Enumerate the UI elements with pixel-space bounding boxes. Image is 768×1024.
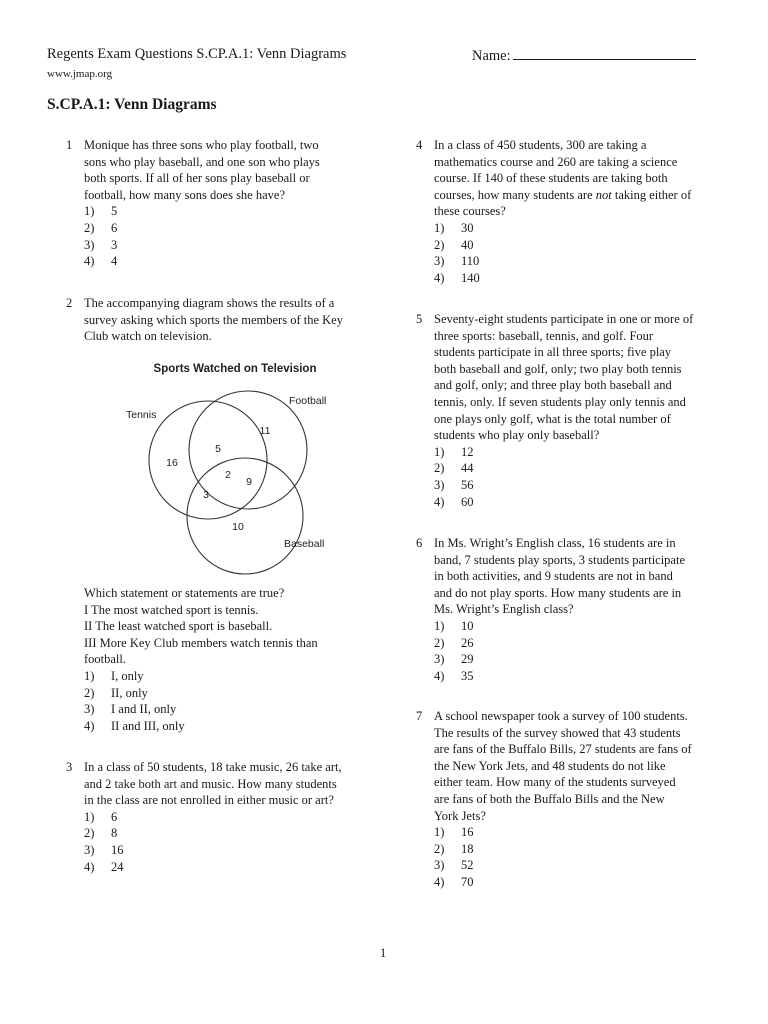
question-prompt: Which statement or statements are true? bbox=[84, 586, 285, 600]
answer-option[interactable]: 1) 5 bbox=[84, 204, 118, 219]
question-text-line: one plays only golf, what is the total number of bbox=[434, 411, 671, 426]
question-text-line: tennis, only. If seven students play only tennis and bbox=[434, 394, 686, 409]
question-text-line: In Ms. Wright’s English class, 16 students are in bbox=[434, 536, 676, 550]
question-text-line: In a class of 450 students, 300 are taking a bbox=[434, 138, 647, 152]
question-text-line: Monique has three sons who play football, two bbox=[84, 138, 319, 152]
answer-option[interactable]: 2) 8 bbox=[84, 826, 118, 841]
question-text-line: and do not play sports. How many students are in bbox=[434, 585, 682, 600]
question-text-line: course. If 140 of these students are taking both bbox=[434, 171, 668, 186]
question-text-line: Seventy-eight students participate in one or more of bbox=[434, 312, 694, 326]
question-text-line: Ms. Wright’s English class? bbox=[434, 602, 574, 617]
question-text-line: and 2 take both art and music. How many students bbox=[84, 776, 337, 791]
answer-option[interactable]: 3) 56 bbox=[434, 477, 474, 492]
football-only-value: 11 bbox=[259, 425, 271, 437]
question-text-line: the New York Jets, and 48 students do not like bbox=[434, 758, 666, 773]
question-number: 4 bbox=[416, 138, 423, 152]
venn-diagram bbox=[120, 352, 360, 577]
question-text-line: both sports. If all of her sons play baseball or bbox=[84, 171, 310, 186]
question-text-line: survey asking which sports the members of the Key bbox=[84, 312, 343, 327]
answer-option[interactable]: 1) 30 bbox=[434, 220, 474, 235]
worksheet-title: Regents Exam Questions S.CP.A.1: Venn Diagrams bbox=[47, 46, 347, 62]
question-number: 7 bbox=[416, 709, 423, 723]
question-text-line: The accompanying diagram shows the results of a bbox=[84, 296, 335, 310]
section-title: S.CP.A.1: Venn Diagrams bbox=[47, 96, 217, 113]
name-field[interactable] bbox=[472, 46, 696, 65]
statement: football. bbox=[84, 652, 127, 667]
question-text-line: and golf, only; and three play both baseball and bbox=[434, 378, 672, 393]
question-2-continued bbox=[66, 585, 396, 734]
answer-option[interactable]: 1) 16 bbox=[434, 825, 474, 840]
answer-option[interactable]: 4) 140 bbox=[434, 270, 480, 285]
answer-option[interactable]: 3) 52 bbox=[434, 858, 474, 873]
question-text-line: football, how many sons does she have? bbox=[84, 187, 286, 202]
question-text-line: A school newspaper took a survey of 100 students. bbox=[434, 709, 688, 723]
website-url: www.jmap.org bbox=[47, 68, 113, 80]
question-text-line: either team. How many of the students surveyed bbox=[434, 775, 676, 790]
tennis-label: Tennis bbox=[126, 409, 157, 421]
answer-option[interactable]: 4) 70 bbox=[434, 874, 474, 889]
answer-option[interactable]: 4) 60 bbox=[434, 494, 474, 509]
question-text-line: The results of the survey showed that 43 students bbox=[434, 725, 681, 740]
answer-option[interactable]: 3) 29 bbox=[434, 652, 474, 667]
question-1 bbox=[66, 137, 386, 270]
all-three-value: 2 bbox=[225, 469, 231, 481]
question-text-line: York Jets? bbox=[434, 808, 486, 823]
question-text-line: sons who play baseball, and one son who plays bbox=[84, 154, 320, 169]
answer-option[interactable]: 3) 110 bbox=[434, 254, 480, 269]
venn-title: Sports Watched on Television bbox=[153, 363, 317, 375]
question-3 bbox=[66, 759, 396, 875]
question-6 bbox=[416, 535, 734, 684]
emphasis-not: not bbox=[595, 187, 612, 202]
answer-option[interactable]: 4) 35 bbox=[434, 668, 474, 683]
answer-option[interactable]: 4) 24 bbox=[84, 859, 124, 874]
answer-option[interactable]: 2) 44 bbox=[434, 461, 474, 476]
question-number: 1 bbox=[66, 138, 73, 152]
question-number: 2 bbox=[66, 296, 73, 310]
answer-option[interactable]: 2) 40 bbox=[434, 237, 474, 252]
question-text-line: Club watch on television. bbox=[84, 329, 212, 344]
question-text-line: courses, how many students are not taking either of bbox=[434, 187, 692, 202]
question-text-line: mathematics course and 260 are taking a science bbox=[434, 154, 678, 169]
question-text-line: are fans of the Buffalo Bills, 27 students are fans of bbox=[434, 742, 692, 757]
question-5 bbox=[416, 311, 734, 510]
question-text-line: In a class of 50 students, 18 take music, 26 take art, bbox=[84, 760, 342, 774]
answer-option[interactable]: 1) 6 bbox=[84, 809, 118, 824]
baseball-circle bbox=[187, 458, 303, 574]
name-blank-line[interactable] bbox=[513, 46, 696, 60]
statement: III More Key Club members watch tennis than bbox=[84, 635, 318, 650]
tennis-baseball-value: 3 bbox=[203, 489, 209, 501]
baseball-only-value: 10 bbox=[232, 521, 244, 533]
football-label: Football bbox=[289, 395, 327, 407]
question-number: 6 bbox=[416, 536, 423, 550]
page-number: 1 bbox=[380, 946, 387, 960]
question-text-line: these courses? bbox=[434, 204, 506, 219]
tennis-football-value: 5 bbox=[215, 443, 221, 455]
question-4 bbox=[416, 137, 734, 286]
answer-option[interactable]: 1) 10 bbox=[434, 618, 474, 633]
football-baseball-value: 9 bbox=[246, 476, 252, 488]
answer-option[interactable]: 4) II and III, only bbox=[84, 718, 185, 733]
answer-option[interactable]: 1) I, only bbox=[84, 668, 144, 683]
question-number: 3 bbox=[66, 760, 73, 774]
question-2 bbox=[66, 295, 396, 345]
answer-option[interactable]: 2) 18 bbox=[434, 841, 474, 856]
question-7 bbox=[416, 708, 734, 891]
question-text-line: students who play only baseball? bbox=[434, 428, 600, 443]
question-text-line: three sports: baseball, tennis, and golf. Four bbox=[434, 328, 654, 343]
question-text-line: both baseball and golf, only; two play both tennis bbox=[434, 361, 682, 376]
answer-option[interactable]: 2) 26 bbox=[434, 635, 474, 650]
answer-option[interactable]: 3) 16 bbox=[84, 842, 124, 857]
statement: II The least watched sport is baseball. bbox=[84, 619, 273, 634]
answer-option[interactable]: 3) I and II, only bbox=[84, 702, 177, 717]
tennis-only-value: 16 bbox=[166, 457, 178, 469]
baseball-label: Baseball bbox=[284, 538, 325, 550]
question-text-line: in both activities, and 9 students are not in band bbox=[434, 569, 673, 584]
answer-option[interactable]: 2) II, only bbox=[84, 685, 148, 700]
question-text-line: in the class are not enrolled in either music or art? bbox=[84, 793, 334, 808]
answer-option[interactable]: 2) 6 bbox=[84, 220, 118, 235]
answer-option[interactable]: 3) 3 bbox=[84, 237, 118, 252]
answer-option[interactable]: 4) 4 bbox=[84, 254, 118, 269]
question-number: 5 bbox=[416, 312, 423, 326]
question-text-line: band, 7 students play sports, 3 students participate bbox=[434, 552, 686, 567]
name-label: Name: bbox=[472, 48, 511, 64]
question-text-line: are fans of both the Buffalo Bills and the New bbox=[434, 791, 665, 806]
answer-option[interactable]: 1) 12 bbox=[434, 444, 474, 459]
statement: I The most watched sport is tennis. bbox=[84, 602, 259, 617]
question-text-line: students participate in all three sports; five play bbox=[434, 345, 672, 360]
